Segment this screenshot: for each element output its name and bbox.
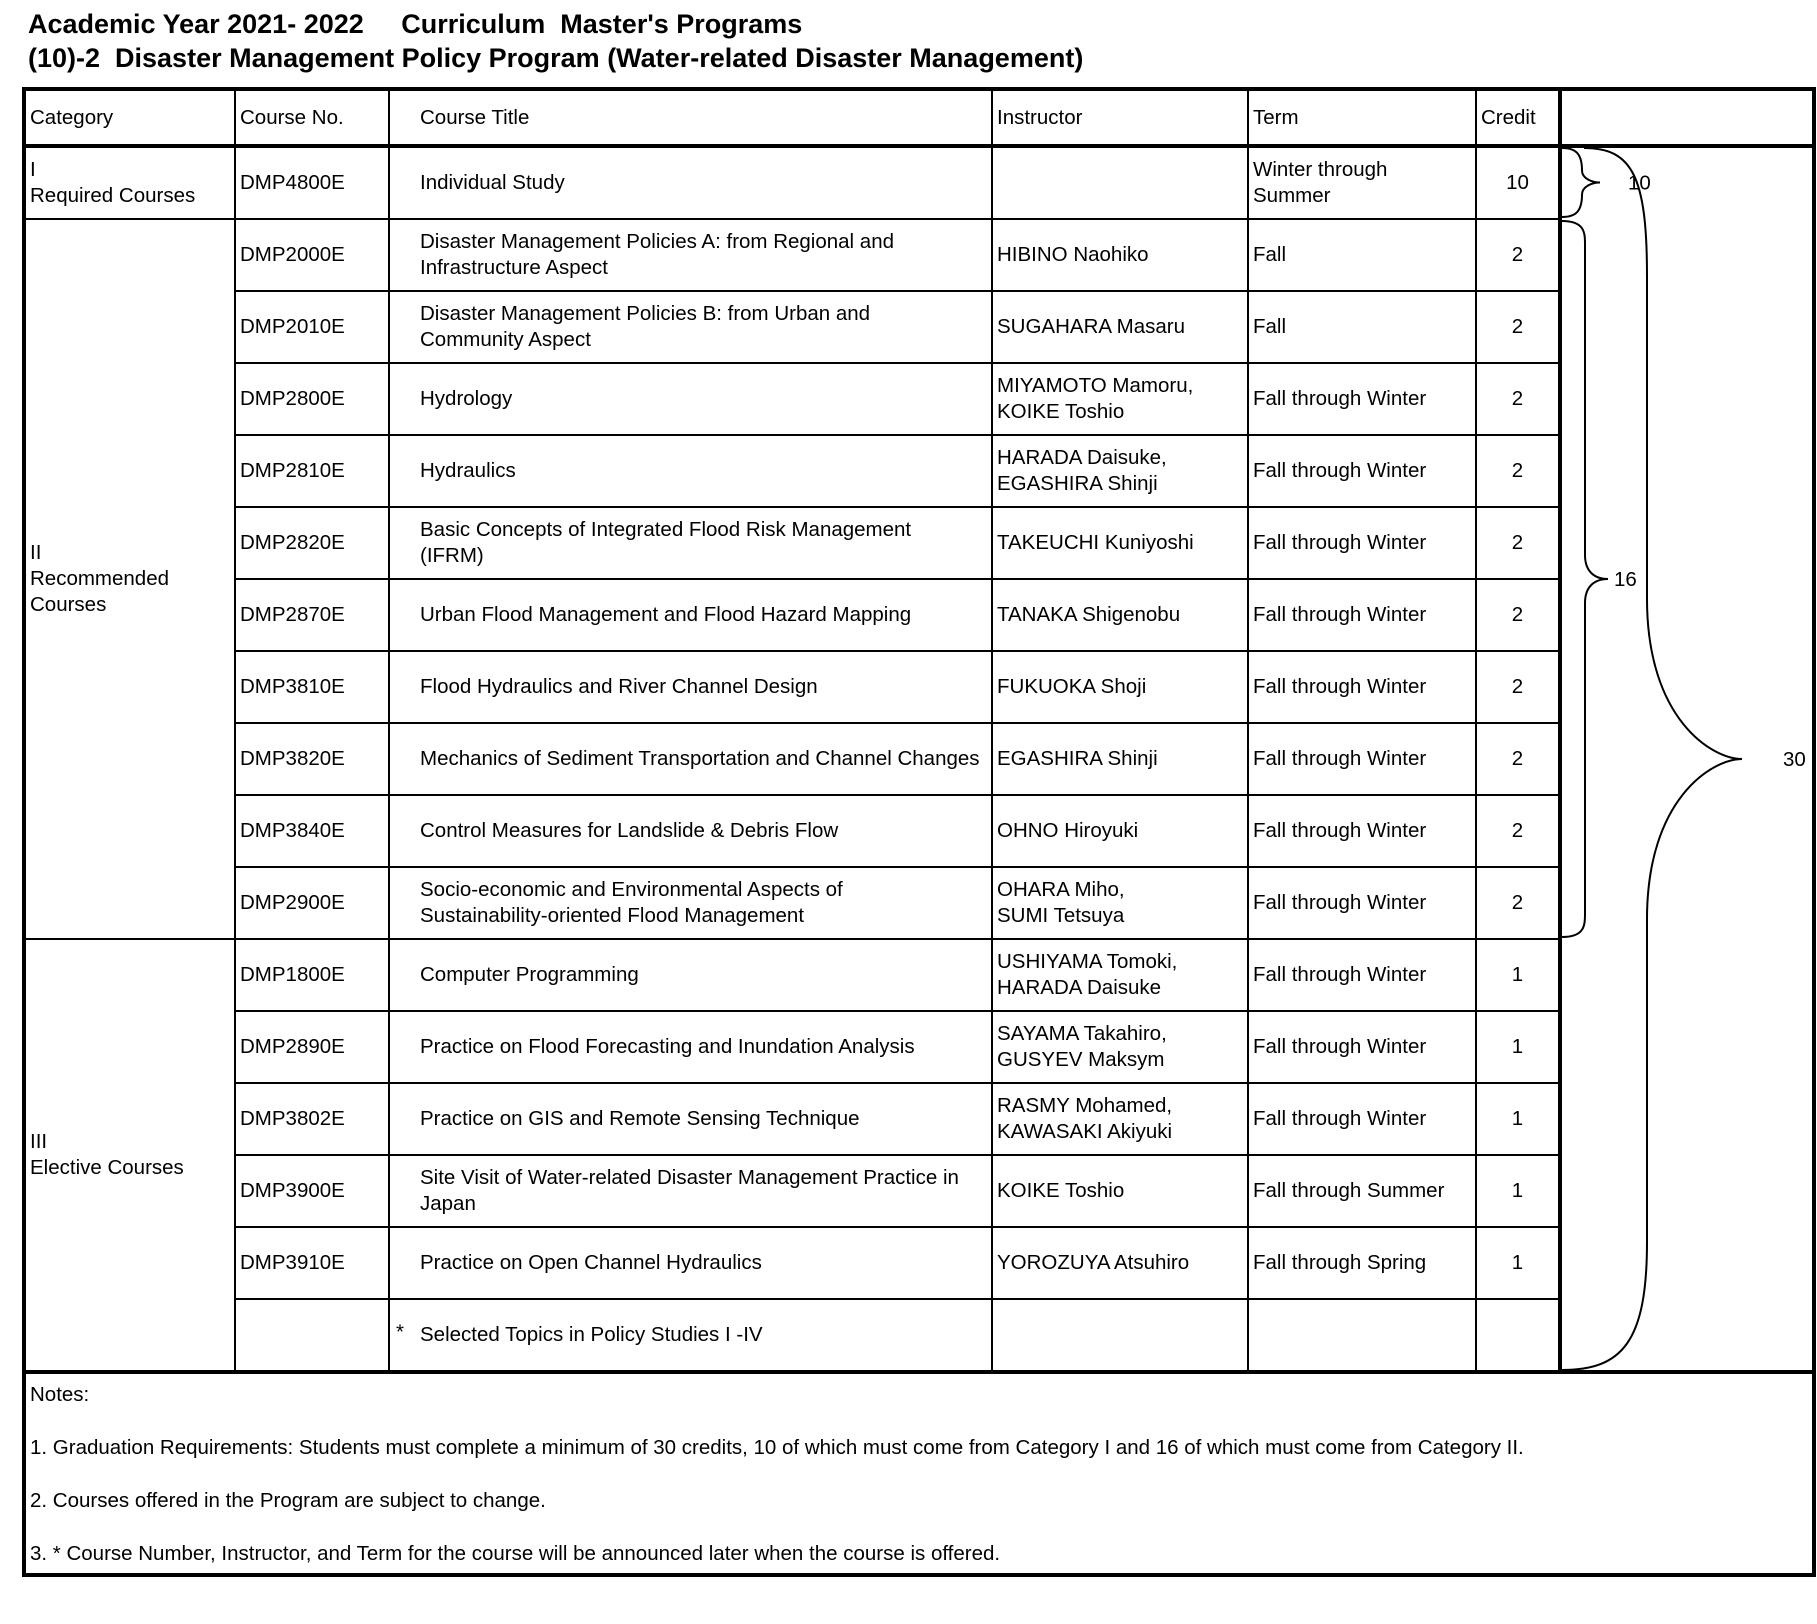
instructor: SUGAHARA Masaru xyxy=(992,291,1248,363)
course-title: Urban Flood Management and Flood Hazard Mapping xyxy=(389,579,992,651)
term: Fall through Winter xyxy=(1248,867,1476,939)
header-total xyxy=(1560,89,1814,146)
note-item: 2. Courses offered in the Program are subject to change. xyxy=(30,1489,546,1512)
term: Fall through Winter xyxy=(1248,939,1476,1011)
course-no: DMP2820E xyxy=(235,507,389,579)
credit: 10 xyxy=(1476,146,1560,219)
course-row xyxy=(24,867,1814,939)
term: Fall xyxy=(1248,291,1476,363)
instructor xyxy=(992,146,1248,219)
course-title: Flood Hydraulics and River Channel Design xyxy=(389,651,992,723)
instructor: TANAKA Shigenobu xyxy=(992,579,1248,651)
course-no: DMP2810E xyxy=(235,435,389,507)
course-row xyxy=(24,939,1814,1011)
course-no: DMP3802E xyxy=(235,1083,389,1155)
instructor: MIYAMOTO Mamoru, KOIKE Toshio xyxy=(992,363,1248,435)
credit: 1 xyxy=(1476,1083,1560,1155)
credit: 2 xyxy=(1476,651,1560,723)
term: Fall through Winter xyxy=(1248,363,1476,435)
instructor: OHARA Miho, SUMI Tetsuya xyxy=(992,867,1248,939)
course-no: DMP3840E xyxy=(235,795,389,867)
course-row xyxy=(24,291,1814,363)
document-title: Academic Year 2021- 2022 Curriculum Master's Programs xyxy=(28,9,803,39)
course-title: Socio-economic and Environmental Aspects of Sustainability-oriented Flood Management xyxy=(389,867,992,939)
instructor: TAKEUCHI Kuniyoshi xyxy=(992,507,1248,579)
course-no: DMP3820E xyxy=(235,723,389,795)
credit: 2 xyxy=(1476,363,1560,435)
instructor: SAYAMA Takahiro, GUSYEV Maksym xyxy=(992,1011,1248,1083)
instructor: EGASHIRA Shinji xyxy=(992,723,1248,795)
course-no: DMP2010E xyxy=(235,291,389,363)
course-no: DMP1800E xyxy=(235,939,389,1011)
header-term: Term xyxy=(1248,89,1476,146)
course-title: Mechanics of Sediment Transportation and Channel Changes xyxy=(389,723,992,795)
term: Fall through Winter xyxy=(1248,723,1476,795)
header-category: Category xyxy=(24,89,235,146)
credit: 1 xyxy=(1476,1155,1560,1227)
term: Winter through Summer xyxy=(1248,146,1476,219)
course-title: Site Visit of Water-related Disaster Management Practice in Japan xyxy=(389,1155,992,1227)
course-title: Individual Study xyxy=(389,146,992,219)
credit: 2 xyxy=(1476,579,1560,651)
category-required: I Required Courses xyxy=(24,146,235,219)
course-title: Basic Concepts of Integrated Flood Risk Management (IFRM) xyxy=(389,507,992,579)
course-row xyxy=(24,795,1814,867)
credit xyxy=(1476,1299,1560,1372)
course-row xyxy=(24,435,1814,507)
course-title: Control Measures for Landslide & Debris Flow xyxy=(389,795,992,867)
course-title: Hydraulics xyxy=(389,435,992,507)
course-title: Practice on Flood Forecasting and Inundation Analysis xyxy=(389,1011,992,1083)
note-item: 1. Graduation Requirements: Students must complete a minimum of 30 credits, 10 of which must come from Category I and 16 of which must come from Category II. xyxy=(30,1436,1524,1459)
category-elective: III Elective Courses xyxy=(24,939,235,1372)
credit: 1 xyxy=(1476,939,1560,1011)
course-row xyxy=(24,723,1814,795)
course-row xyxy=(24,1011,1814,1083)
course-row xyxy=(24,1299,1814,1372)
instructor: USHIYAMA Tomoki, HARADA Daisuke xyxy=(992,939,1248,1011)
instructor: KOIKE Toshio xyxy=(992,1155,1248,1227)
term: Fall through Winter xyxy=(1248,1083,1476,1155)
instructor: YOROZUYA Atsuhiro xyxy=(992,1227,1248,1299)
course-no: DMP3900E xyxy=(235,1155,389,1227)
header-instructor: Instructor xyxy=(992,89,1248,146)
course-title: Disaster Management Policies B: from Urban and Community Aspect xyxy=(389,291,992,363)
total-recommended-label: 16 xyxy=(1614,568,1637,591)
course-title: * Selected Topics in Policy Studies I -IV xyxy=(389,1299,992,1372)
course-title: Hydrology xyxy=(389,363,992,435)
course-no xyxy=(235,1299,389,1372)
header-row xyxy=(24,89,1814,146)
total-overall-label: 30 xyxy=(1783,748,1806,771)
term: Fall through Winter xyxy=(1248,651,1476,723)
notes xyxy=(24,1372,1814,1575)
course-title: Disaster Management Policies A: from Regional and Infrastructure Aspect xyxy=(389,219,992,291)
curriculum-table xyxy=(22,87,1816,1577)
total-required-label: 10 xyxy=(1628,171,1651,195)
course-row xyxy=(24,507,1814,579)
course-row xyxy=(24,146,1814,219)
term: Fall through Winter xyxy=(1248,435,1476,507)
credit: 2 xyxy=(1476,435,1560,507)
term: Fall through Spring xyxy=(1248,1227,1476,1299)
term: Fall through Winter xyxy=(1248,795,1476,867)
course-row xyxy=(24,219,1814,291)
course-row xyxy=(24,579,1814,651)
header-course-no: Course No. xyxy=(235,89,389,146)
note-item: 3. * Course Number, Instructor, and Term for the course will be announced later when the course is offered. xyxy=(30,1542,1001,1565)
course-no: DMP3810E xyxy=(235,651,389,723)
instructor xyxy=(992,1299,1248,1372)
credit: 1 xyxy=(1476,1011,1560,1083)
program-title: (10)-2 Disaster Management Policy Program (Water-related Disaster Management) xyxy=(28,43,1084,73)
instructor: OHNO Hiroyuki xyxy=(992,795,1248,867)
course-no: DMP2900E xyxy=(235,867,389,939)
instructor: HIBINO Naohiko xyxy=(992,219,1248,291)
course-title: Practice on Open Channel Hydraulics xyxy=(389,1227,992,1299)
course-title: Practice on GIS and Remote Sensing Technique xyxy=(389,1083,992,1155)
course-row xyxy=(24,1155,1814,1227)
course-title: Computer Programming xyxy=(389,939,992,1011)
header-course-title: Course Title xyxy=(389,89,992,146)
credit: 2 xyxy=(1476,291,1560,363)
credit: 1 xyxy=(1476,1227,1560,1299)
term xyxy=(1248,1299,1476,1372)
credit: 2 xyxy=(1476,219,1560,291)
instructor: HARADA Daisuke, EGASHIRA Shinji xyxy=(992,435,1248,507)
credit: 2 xyxy=(1476,867,1560,939)
course-no: DMP4800E xyxy=(235,146,389,219)
credit: 2 xyxy=(1476,507,1560,579)
category-recommended: II Recommended Courses xyxy=(24,219,235,939)
notes-heading: Notes: xyxy=(30,1383,90,1406)
term: Fall through Winter xyxy=(1248,1011,1476,1083)
credit: 2 xyxy=(1476,795,1560,867)
course-row xyxy=(24,1083,1814,1155)
instructor: FUKUOKA Shoji xyxy=(992,651,1248,723)
course-no: DMP2800E xyxy=(235,363,389,435)
course-row xyxy=(24,651,1814,723)
course-no: DMP2000E xyxy=(235,219,389,291)
footnote-marker: * xyxy=(396,1320,404,1344)
course-row xyxy=(24,363,1814,435)
term: Fall xyxy=(1248,219,1476,291)
course-no: DMP2870E xyxy=(235,579,389,651)
term: Fall through Winter xyxy=(1248,507,1476,579)
term: Fall through Summer xyxy=(1248,1155,1476,1227)
header-credit: Credit xyxy=(1476,89,1560,146)
notes-row xyxy=(24,1372,1814,1575)
term: Fall through Winter xyxy=(1248,579,1476,651)
credit: 2 xyxy=(1476,723,1560,795)
course-row xyxy=(24,1227,1814,1299)
credit-summary xyxy=(1560,146,1814,1372)
course-no: DMP2890E xyxy=(235,1011,389,1083)
course-no: DMP3910E xyxy=(235,1227,389,1299)
instructor: RASMY Mohamed, KAWASAKI Akiyuki xyxy=(992,1083,1248,1155)
